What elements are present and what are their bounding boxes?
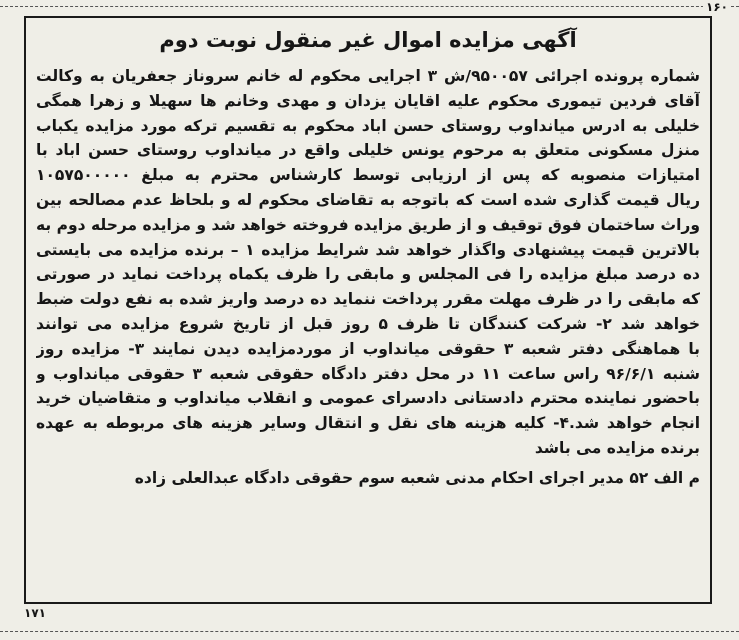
notice-line: که مابقی را در ظرف مهلت مقرر پرداخت ننماید ده درصد واریز شده به نفع دولت ضبط: [36, 290, 700, 309]
notice-line: شماره پرونده اجرائی ۹۵۰۰۵۷/ش ۳ اجرایی محکوم له خانم سروناز جعفریان به وکالت: [36, 67, 700, 85]
notice-line: خلیلی به ادرس میانداوب روستای حسن اباد محکوم به تقسیم ترکه مورد مزایده یکباب: [36, 116, 700, 135]
top-rule: [0, 6, 739, 8]
notice-line: امتیازات منصوبه که پس از ارزیابی توسط کارشناس محترم به مبلغ ۱۰۵۷۵۰۰۰۰۰: [36, 166, 700, 185]
notice-line: برنده مزایده می باشد: [534, 438, 700, 457]
notice-box: [24, 16, 712, 604]
bottom-page-number: ۱۷۱: [24, 606, 46, 620]
bottom-rule: [0, 631, 739, 632]
notice-line: باحضور نماینده محترم دادستانی دادسرای عمومی و انقلاب میانداوب و متقاضیان خرید: [36, 389, 700, 408]
notice-line: خواهد شد ۲- شرکت کنندگان تا ظرف ۵ روز قبل از تاریخ شروع مزایده می توانند: [36, 314, 700, 333]
notice-title: آگهی مزایده اموال غیر منقول نوبت دوم: [159, 28, 577, 52]
notice-line: وراث ساختمان فوق توقیف و از طریق مزایده فروخته خواهد شد و مزایده مرحله دوم به: [36, 215, 700, 234]
notice-line: شنبه ۹۶/۶/۱ راس ساعت ۱۱ در محل دفتر دادگاه حقوقی شعبه ۳ حقوقی میانداوب و: [36, 364, 700, 383]
notice-line: بالاترین قیمت پیشنهادی واگذار خواهد شد شرایط مزایده ۱ – برنده مزایده می بایستی: [36, 240, 700, 259]
top-page-number: ۱۶۰: [703, 0, 731, 14]
notice-line: ریال قیمت گذاری شده است که باتوجه به تقاضای محکوم له و بلحاظ عدم مصالحه بین: [36, 190, 700, 209]
notice-body: [36, 64, 700, 461]
notice-line: انجام خواهد شد.۴- کلیه هزینه های نقل و انتقال وسایر هزینه های مربوطه به عهده: [36, 414, 700, 433]
notice-line: منزل مسکونی متعلق به مرحوم یونس خلیلی واقع در میانداوب روستای حسن اباد با: [36, 141, 700, 160]
notice-line: با هماهنگی دفتر شعبه ۳ حقوقی میانداوب از موردمزایده دیدن نمایند ۳- مزایده روز: [36, 339, 700, 358]
notice-signature: م الف ۵۲ مدیر اجرای احکام مدنی شعبه سوم حقوقی دادگاه عبدالعلی زاده: [134, 468, 700, 487]
notice-line: ده درصد مبلغ مزایده را فی المجلس و مابقی را ظرف یکماه پرداخت نماید در صورتی: [36, 265, 700, 284]
notice-line: آقای فردین تیموری محکوم علیه اقایان یزدان و مهدی وخانم ها سهیلا و زهرا همگی: [36, 91, 700, 110]
